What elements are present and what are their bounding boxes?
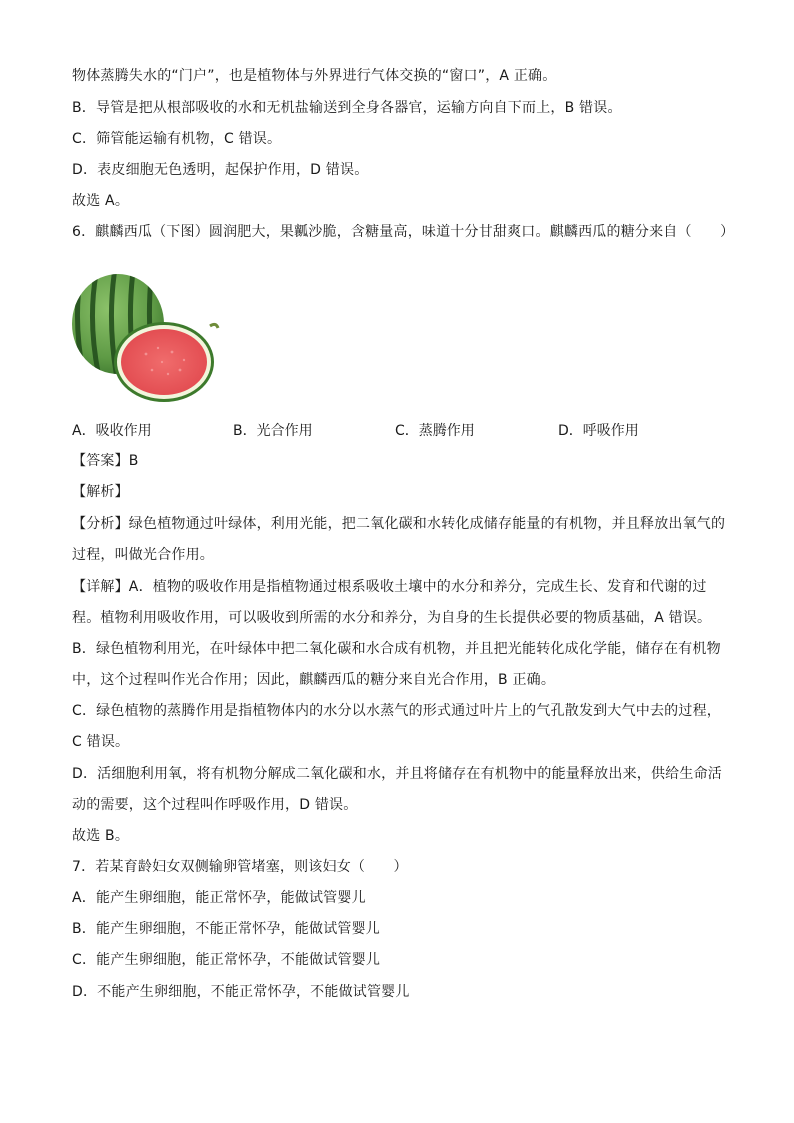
text-line: 故选 B。: [72, 828, 130, 844]
watermelon-image: [72, 258, 220, 406]
option-a: A．能产生卵细胞，能正常怀孕，能做试管婴儿: [72, 890, 366, 906]
analysis-label: 【解析】: [72, 484, 129, 500]
text-line: 【详解】A．植物的吸收作用是指植物通过根系吸收土壤中的水分和养分，完成生长、发育和代谢的过: [72, 579, 707, 595]
text-line: C．绿色植物的蒸腾作用是指植物体内的水分以水蒸气的形式通过叶片上的气孔散发到大气中去的过程，: [72, 703, 721, 719]
option-d: D．呼吸作用: [558, 423, 639, 439]
text-line: B．导管是把从根部吸收的水和无机盐输送到全身各器官，运输方向自下而上，B 错误。: [72, 100, 622, 116]
option-d: D．不能产生卵细胞，不能正常怀孕，不能做试管婴儿: [72, 984, 410, 1000]
text-line: D．活细胞利用氧，将有机物分解成二氧化碳和水，并且将储存在有机物中的能量释放出来，供给生命活: [72, 766, 722, 782]
question-6-options: [72, 420, 722, 440]
text-line: 过程，叫做光合作用。: [72, 547, 214, 563]
text-line: D．表皮细胞无色透明，起保护作用，D 错误。: [72, 162, 369, 178]
option-c: C．能产生卵细胞，能正常怀孕，不能做试管婴儿: [72, 952, 381, 968]
option-b: B．能产生卵细胞，不能正常怀孕，能做试管婴儿: [72, 921, 381, 937]
text-line: C 错误。: [72, 734, 130, 750]
text-line: 中，这个过程叫作光合作用；因此，麒麟西瓜的糖分来自光合作用，B 正确。: [72, 672, 556, 688]
option-a: A．吸收作用: [72, 423, 152, 439]
option-b: B．光合作用: [233, 423, 313, 439]
text-line: 程。植物利用吸收作用，可以吸收到所需的水分和养分，为自身的生长提供必要的物质基础，A 错误。: [72, 610, 712, 626]
text-line: 【分析】绿色植物通过叶绿体，利用光能，把二氧化碳和水转化成储存能量的有机物，并且释放出氧气的: [72, 516, 726, 532]
answer-label: 【答案】B: [72, 453, 139, 469]
question-7-stem: 7．若某育龄妇女双侧输卵管堵塞，则该妇女（ ）: [72, 859, 408, 875]
text-line: C．筛管能运输有机物，C 错误。: [72, 131, 282, 147]
option-c: C．蒸腾作用: [395, 423, 475, 439]
text-line: 物体蒸腾失水的“门户”，也是植物体与外界进行气体交换的“窗口”，A 正确。: [72, 68, 557, 84]
text-line: 动的需要，这个过程叫作呼吸作用，D 错误。: [72, 797, 358, 813]
text-line: 故选 A。: [72, 193, 130, 209]
text-line: B．绿色植物利用光，在叶绿体中把二氧化碳和水合成有机物，并且把光能转化成化学能，储存在有机物: [72, 641, 721, 657]
question-6-stem: 6．麒麟西瓜（下图）圆润肥大，果瓤沙脆，含糖量高，味道十分甘甜爽口。麒麟西瓜的糖分来自（ ）: [72, 224, 735, 240]
